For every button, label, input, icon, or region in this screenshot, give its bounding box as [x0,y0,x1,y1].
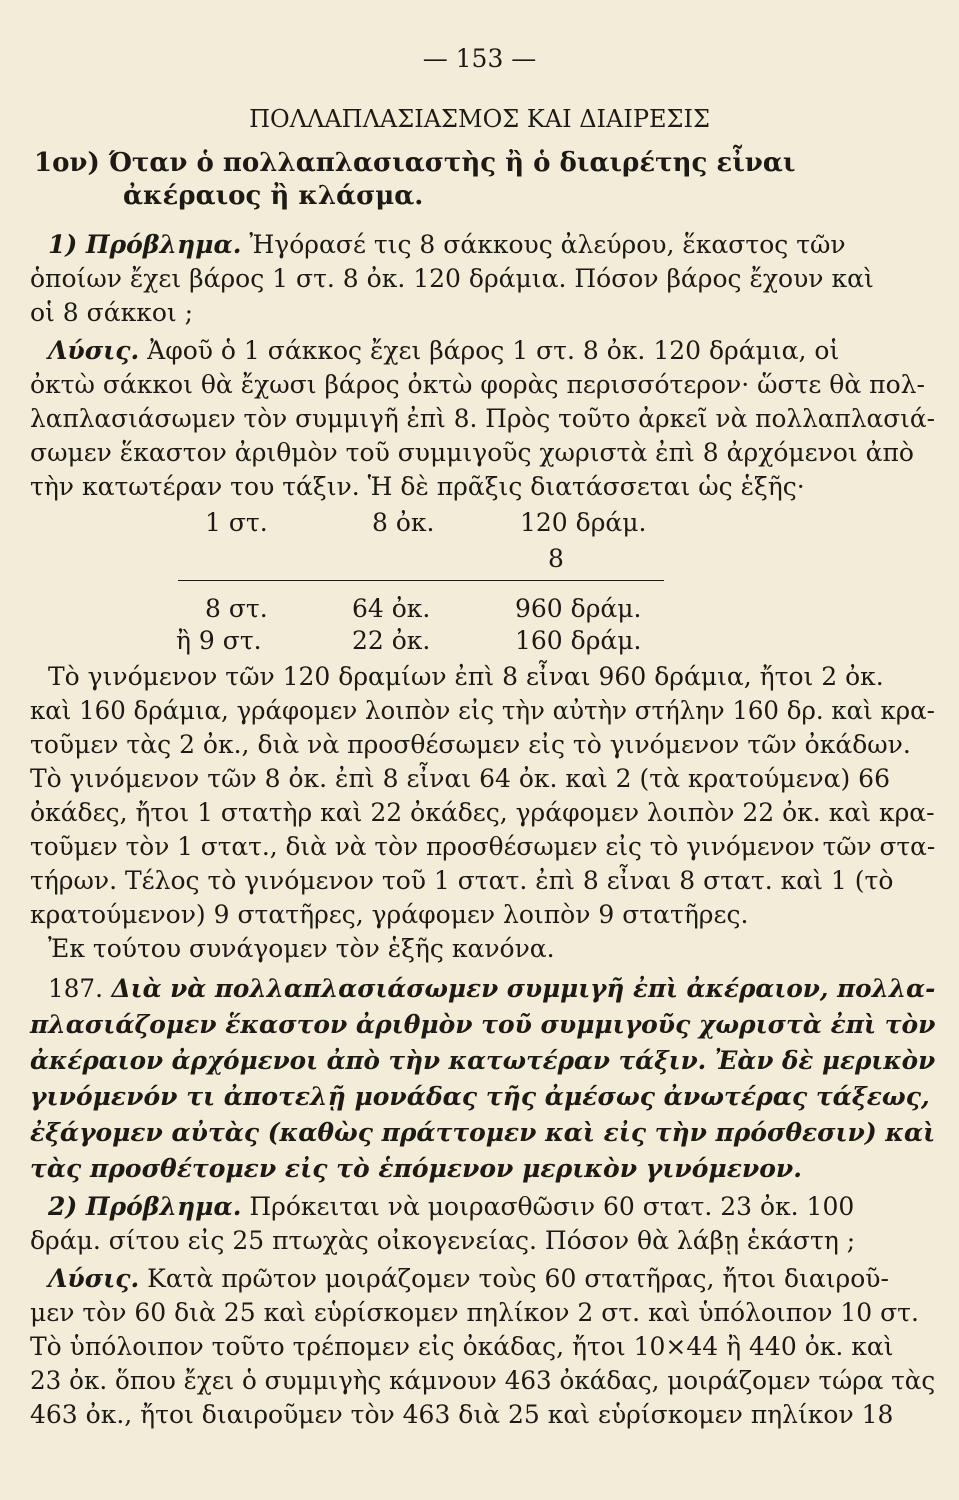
solution-1-line: τὴν κατωτέραν του τάξιν. Ἡ δὲ πρᾶξις διατάσσεται ὡς ἑξῆς· [30,472,805,501]
calc-row3-oka: 22 ὀκ. [352,626,431,655]
solution-2-line: 463 ὀκ., ἤτοι διαιροῦμεν τὸν 463 διὰ 25 καὶ εὑρίσκομεν πηλίκον 18 [30,1400,894,1429]
rule-187-line: πλασιάζομεν ἕκαστον ἀριθμὸν τοῦ συμμιγοῦς χωριστὰ ἐπὶ τὸν [30,1010,936,1039]
explanation-line: κρατούμενον) 9 στατῆρες, γράφομεν λοιπὸν 9 στατῆρες. [30,900,749,929]
problem-1-line: ὁποίων ἔχει βάρος 1 στ. 8 ὀκ. 120 δράμια. Πόσον βάρος ἔχουν καὶ [30,264,874,293]
calc-row3-dram: 160 δράμ. [515,626,642,655]
explanation-line: τοῦμεν τὸν 1 στατ., διὰ νὰ τὸν προσθέσωμεν εἰς τὸ γινόμενον τῶν στα- [30,832,936,861]
explanation-line: Ἐκ τούτου συνάγομεν τὸν ἑξῆς κανόνα. [48,934,555,963]
calc-row2-stat: 8 στ. [205,594,268,623]
problem-2-line: δράμ. σίτου εἰς 25 πτωχὰς οἰκογενείας. Πόσον θὰ λάβῃ ἑκάστη ; [30,1226,856,1255]
problem-2-label: 2) Πρόβλημα. [48,1192,242,1221]
explanation-line: τήρων. Τέλος τὸ γινόμενον τοῦ 1 στατ. ἐπὶ 8 εἶναι 8 στατ. καὶ 1 (τὸ [30,866,894,895]
problem-2-first-line: 2) Πρόβλημα. Πρόκειται νὰ μοιρασθῶσιν 60 στατ. 23 ὀκ. 100 [48,1192,855,1221]
rule-187-first-line: 187. Διὰ νὰ πολλαπλασιάσωμεν συμμιγῆ ἐπὶ ἀκέραιον, πολλα- [48,974,936,1003]
solution-1-first-line: Λύσις. Ἀφοῦ ὁ 1 σάκκος ἔχει βάρος 1 στ. 8 ὀκ. 120 δράμια, οἱ [48,336,840,365]
solution-2-line: Τὸ ὑπόλοιπον τοῦτο τρέπομεν εἰς ὀκάδας, ἤτοι 10×44 ἢ 440 ὀκ. καὶ [30,1332,894,1361]
solution-2-first-line: Λύσις. Κατὰ πρῶτον μοιράζομεν τοὺς 60 στατῆρας, ἤτοι διαιροῦ- [48,1264,889,1293]
solution-2-line: 23 ὀκ. ὅπου ἔχει ὁ συμμιγὴς κάμνουν 463 ὀκάδας, μοιράζομεν τώρα τὰς [30,1366,936,1395]
explanation-line: ὀκάδες, ἤτοι 1 στατὴρ καὶ 22 ὀκάδες, γράφομεν λοιπὸν 22 ὀκ. καὶ κρα- [30,798,935,827]
calc-row2-dram: 960 δράμ. [515,594,642,623]
solution-1-line: σωμεν ἕκαστον ἀριθμὸν τοῦ συμμιγοῦς χωριστὰ ἐπὶ 8 ἀρχόμενοι ἀπὸ [30,438,914,467]
calc-row1-dram: 120 δράμ. [520,508,647,537]
explanation-line: Τὸ γινόμενον τῶν 120 δραμίων ἐπὶ 8 εἶναι 960 δράμια, ἤτοι 2 ὀκ. [48,662,884,691]
solution-2-line: μεν τὸν 60 διὰ 25 καὶ εὑρίσκομεν πηλίκον 2 στ. καὶ ὑπόλοιπον 10 στ. [30,1298,919,1327]
calc-row1-oka: 8 ὀκ. [372,508,435,537]
explanation-line: τοῦμεν τὰς 2 ὀκ., διὰ νὰ προσθέσωμεν εἰς τὸ γινόμενον τῶν ὀκάδων. [30,730,911,759]
problem-1-first-line: 1) Πρόβλημα. Ἠγόρασέ τις 8 σάκκους ἀλεύρου, ἕκαστος τῶν [48,230,846,259]
calc-rule [178,580,664,581]
solution-2-label: Λύσις. [48,1264,140,1293]
chapter-title: ΠΟΛΛΑΠΛΑΣΙΑΣΜΟΣ ΚΑΙ ΔΙΑΙΡΕΣΙΣ [249,105,710,133]
rule-187-line: ἐξάγομεν αὐτὰς (καθὼς πράττομεν καὶ εἰς τὴν πρόσθεσιν) καὶ [30,1118,936,1147]
calc-row3-stat: ἢ 9 στ. [176,626,262,655]
explanation-line: Τὸ γινόμενον τῶν 8 ὀκ. ἐπὶ 8 εἶναι 64 ὀκ. καὶ 2 (τὰ κρατούμενα) 66 [30,764,890,793]
rule-187-line: γινόμενόν τι ἀποτελῇ μονάδας τῆς ἀμέσως ἀνωτέρας τάξεως, [30,1082,930,1111]
section-heading-line-2: ἀκέραιος ἢ κλάσμα. [123,181,424,211]
rule-187-line: ἀκέραιον ἀρχόμενοι ἀπὸ τὴν κατωτέραν τάξιν. Ἐὰν δὲ μερικὸν [30,1046,936,1075]
rule-187-line: τὰς προσθέτομεν εἰς τὸ ἑπόμενον μερικὸν γινόμενον. [30,1154,802,1183]
solution-1-line: λαπλασιάσωμεν τὸν συμμιγῆ ἐπὶ 8. Πρὸς τοῦτο ἀρκεῖ νὰ πολλαπλασιά- [30,404,935,433]
solution-1-label: Λύσις. [48,336,140,365]
explanation-line: καὶ 160 δράμια, γράφομεν λοιπὸν εἰς τὴν αὐτὴν στήλην 160 δρ. καὶ κρα- [30,696,935,725]
solution-1-line: ὀκτὼ σάκκοι θὰ ἔχωσι βάρος ὀκτὼ φορὰς περισσότερον· ὥστε θὰ πολ- [30,370,925,399]
calc-multiplier: 8 [548,544,564,573]
calc-row2-oka: 64 ὀκ. [352,594,431,623]
rule-187-number: 187. [48,974,103,1003]
problem-1-label: 1) Πρόβλημα. [48,230,242,259]
page-number: — 153 — [422,44,537,73]
section-heading-line-1: 1ον) Όταν ὁ πολλαπλασιαστὴς ἢ ὁ διαιρέτης εἶναι [34,148,796,178]
problem-1-line: οἱ 8 σάκκοι ; [30,298,194,327]
calc-row1-stat: 1 στ. [205,508,268,537]
